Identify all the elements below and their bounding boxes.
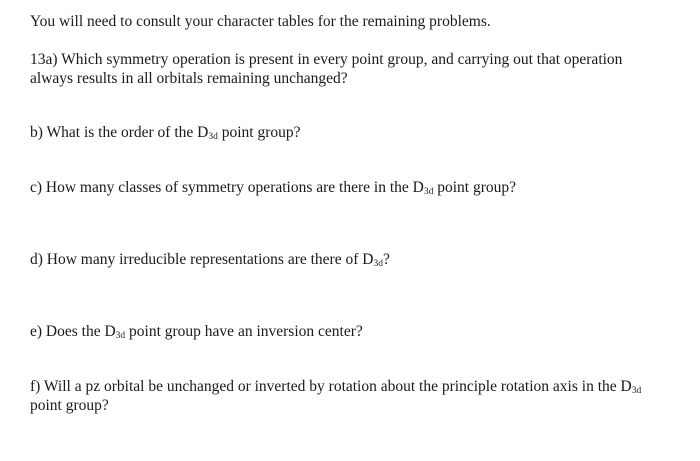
intro-text: You will need to consult your character tables for the remaining problems. — [30, 13, 491, 30]
question-c-text-after: point group? — [433, 179, 516, 196]
question-b-text-after: point group? — [217, 124, 301, 141]
question-f — [30, 377, 660, 415]
question-c-text: c) How many classes of symmetry operations are there in the D — [30, 179, 424, 196]
question-d-text: d) How many irreducible representations are there of D — [30, 251, 374, 268]
question-13a-text: 13a) Which symmetry operation is present in every point group, and carrying out that operation always results in all orbitals remaining unchanged? — [30, 51, 623, 87]
question-d-text-after: ? — [382, 251, 390, 268]
question-d — [30, 250, 660, 269]
question-e-subscript: 3d — [115, 331, 126, 341]
question-f-subscript: 3d — [631, 386, 642, 396]
question-d-subscript: 3d — [373, 259, 383, 269]
question-f-text-after: point group? — [30, 397, 109, 414]
question-e — [30, 322, 660, 341]
question-f-text: f) Will a pz orbital be unchanged or inverted by rotation about the principle rotation axis in the D — [30, 378, 632, 395]
question-c-subscript: 3d — [423, 187, 434, 197]
question-b — [30, 123, 660, 142]
question-c — [30, 178, 660, 197]
question-e-text: e) Does the D — [30, 323, 116, 340]
question-b-text: b) What is the order of the D — [30, 124, 209, 141]
question-e-text-after: point group have an inversion center? — [125, 323, 363, 340]
question-13a — [30, 50, 660, 88]
question-b-subscript: 3d — [208, 132, 218, 142]
